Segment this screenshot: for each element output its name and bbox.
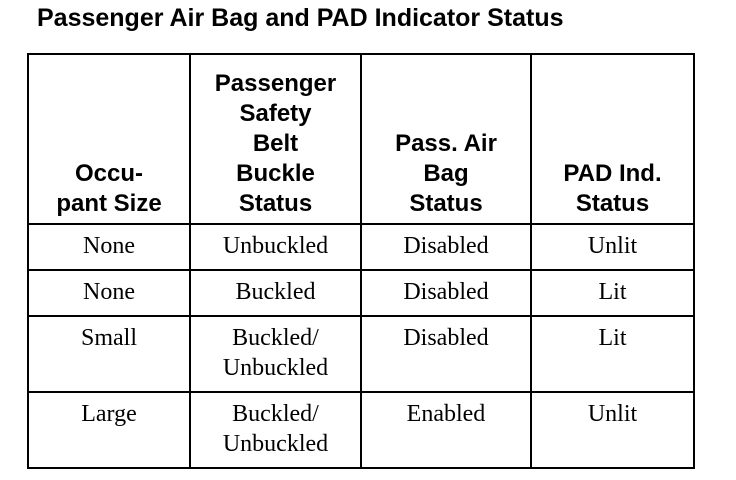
header-line: Status [409, 190, 483, 217]
table-row [28, 224, 694, 270]
cell-occupant-size [28, 270, 190, 316]
header-line: pant Size [56, 190, 162, 217]
cell-line: Large [81, 401, 137, 427]
header-occupant-size [28, 54, 190, 224]
cell-occupant-size [28, 224, 190, 270]
cell-belt-status [190, 270, 361, 316]
cell-air-bag-status [361, 392, 531, 468]
cell-line: Lit [598, 279, 627, 305]
cell-belt-status [190, 392, 361, 468]
header-line: Occu- [74, 160, 143, 187]
header-line: Pass. Air [395, 130, 497, 157]
cell-air-bag-status [361, 224, 531, 270]
header-line: PAD Ind. [563, 160, 662, 187]
header-line: Passenger [214, 70, 337, 97]
air-bag-status-table [27, 53, 695, 469]
page-title: Passenger Air Bag and PAD Indicator Status [37, 4, 564, 32]
header-line: Belt [252, 130, 299, 157]
table-row [28, 316, 694, 392]
cell-line: Buckled [235, 279, 316, 305]
cell-line: None [83, 233, 135, 259]
header-line: Status [238, 190, 313, 217]
cell-pad-indicator-status [531, 392, 694, 468]
cell-occupant-size [28, 316, 190, 392]
header-safety-belt-buckle-status [190, 54, 361, 224]
cell-line: Small [80, 325, 137, 351]
cell-line: Enabled [406, 401, 486, 427]
cell-line: Unbuckled [222, 233, 329, 259]
cell-line: Disabled [403, 325, 489, 351]
header-pad-ind-status [531, 54, 694, 224]
header-line: Bag [423, 160, 469, 187]
cell-air-bag-status [361, 270, 531, 316]
cell-line: Disabled [403, 233, 489, 259]
cell-belt-status [190, 316, 361, 392]
cell-belt-status [190, 224, 361, 270]
table-row [28, 392, 694, 468]
header-line: Status [575, 190, 650, 217]
header-line: Buckle [236, 160, 315, 187]
cell-line: Lit [598, 325, 627, 351]
cell-line: Unlit [587, 401, 638, 427]
table-row [28, 270, 694, 316]
cell-occupant-size [28, 392, 190, 468]
cell-pad-indicator-status [531, 316, 694, 392]
cell-line: Unbuckled [222, 431, 329, 457]
cell-pad-indicator-status [531, 270, 694, 316]
cell-line: Disabled [403, 279, 489, 305]
cell-pad-indicator-status [531, 224, 694, 270]
cell-line: Buckled/ [232, 401, 319, 427]
cell-line: Buckled/ [232, 325, 319, 351]
header-line: Safety [239, 100, 312, 127]
header-pass-air-bag-status [361, 54, 531, 224]
table-header-row [28, 54, 694, 224]
cell-air-bag-status [361, 316, 531, 392]
cell-line: Unlit [587, 233, 638, 259]
cell-line: Unbuckled [222, 355, 329, 381]
cell-line: None [83, 279, 135, 305]
